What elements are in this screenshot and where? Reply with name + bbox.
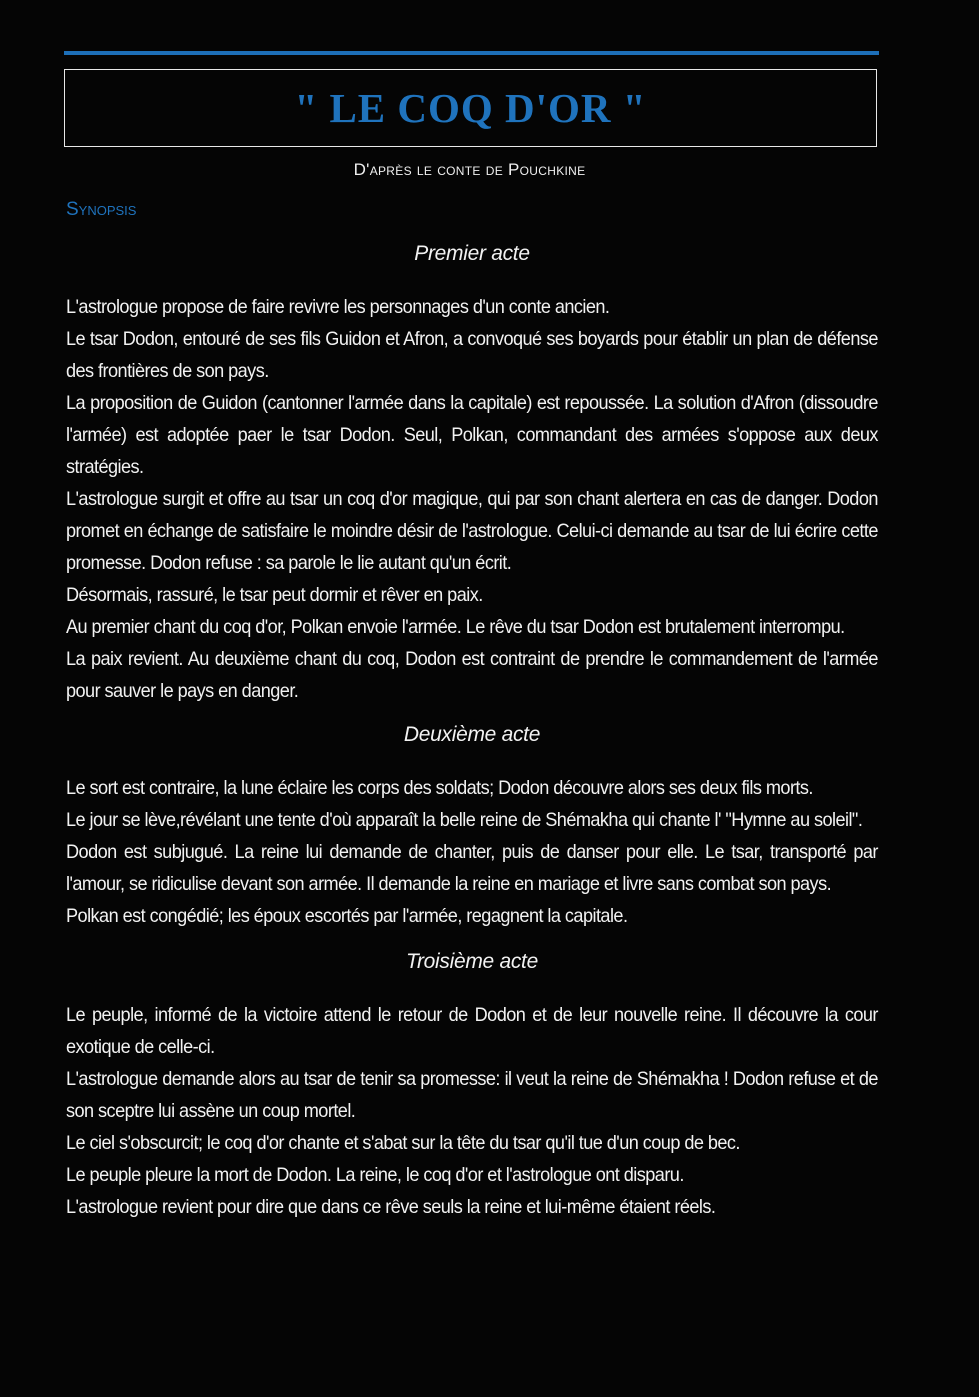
act3-paragraph: Le ciel s'obscurcit; le coq d'or chante et s'abat sur la tête du tsar qu'il tue d'un coup de bec. (66, 1132, 740, 1154)
act1-paragraph: Le tsar Dodon, entouré de ses fils Guidon et Afron, a convoqué ses boyards pour établir un plan de défense des frontières de son pays. (66, 328, 878, 382)
title-frame (64, 69, 877, 147)
act3-paragraph: L'astrologue revient pour dire que dans ce rêve seuls la reine et lui-même étaient réels. (66, 1196, 716, 1218)
act3-paragraph: L'astrologue demande alors au tsar de tenir sa promesse: il veut la reine de Shémakha ! Dodon refuse et de son sceptre lui assène un coup mortel. (66, 1068, 878, 1122)
act2-paragraph: Le jour se lève,révélant une tente d'où apparaît la belle reine de Shémakha qui chante l' "Hymne au soleil". (66, 809, 863, 831)
page-title: " LE COQ D'OR " (294, 85, 647, 131)
act1-paragraph: La proposition de Guidon (cantonner l'armée dans la capitale) est repoussée. La solution d'Afron (dissoudre l'armée) est adoptée paer le tsar Dodon. Seul, Polkan, commandant des armées s'oppose aux deux stratégies. (66, 392, 878, 478)
act-heading-3: Troisième acte (406, 950, 538, 973)
act2-paragraph: Dodon est subjugué. La reine lui demande de chanter, puis de danser pour elle. Le tsar, transporté par l'amour, se ridiculise devant son armée. Il demande la reine en mariage et livre sans combat son pays. (66, 841, 878, 895)
act1-paragraph: Au premier chant du coq d'or, Polkan envoie l'armée. Le rêve du tsar Dodon est brutalement interrompu. (66, 616, 845, 638)
act3-paragraph: Le peuple, informé de la victoire attend le retour de Dodon et de leur nouvelle reine. Il découvre la cour exotique de celle-ci. (66, 1004, 878, 1058)
act2-paragraph: Le sort est contraire, la lune éclaire les corps des soldats; Dodon découvre alors ses deux fils morts. (66, 777, 813, 799)
section-label: Synopsis (66, 199, 137, 220)
act1-paragraph: L'astrologue propose de faire revivre les personnages d'un conte ancien. (66, 296, 610, 318)
top-divider (64, 51, 879, 55)
act2-paragraph: Polkan est congédié; les époux escortés par l'armée, regagnent la capitale. (66, 905, 628, 927)
act-heading-2: Deuxième acte (403, 723, 541, 746)
act3-paragraph: Le peuple pleure la mort de Dodon. La reine, le coq d'or et l'astrologue ont disparu. (66, 1164, 684, 1186)
act1-paragraph: L'astrologue surgit et offre au tsar un coq d'or magique, qui par son chant alertera en cas de danger. Dodon promet en échange de satisfaire le moindre désir de l'astrologue. Celui-ci demande au tsar de lui écrire cette promesse. Dodon refuse : sa parole le lie autant qu'un écrit. (66, 488, 878, 574)
act-heading-1: Premier acte (414, 242, 530, 265)
act1-paragraph: Désormais, rassuré, le tsar peut dormir et rêver en paix. (66, 584, 483, 606)
subtitle: D'après le conte de Pouchkine (353, 160, 586, 179)
act1-paragraph: La paix revient. Au deuxième chant du coq, Dodon est contraint de prendre le commandement de l'armée pour sauver le pays en danger. (66, 648, 878, 702)
synopsis-body (66, 238, 878, 1223)
